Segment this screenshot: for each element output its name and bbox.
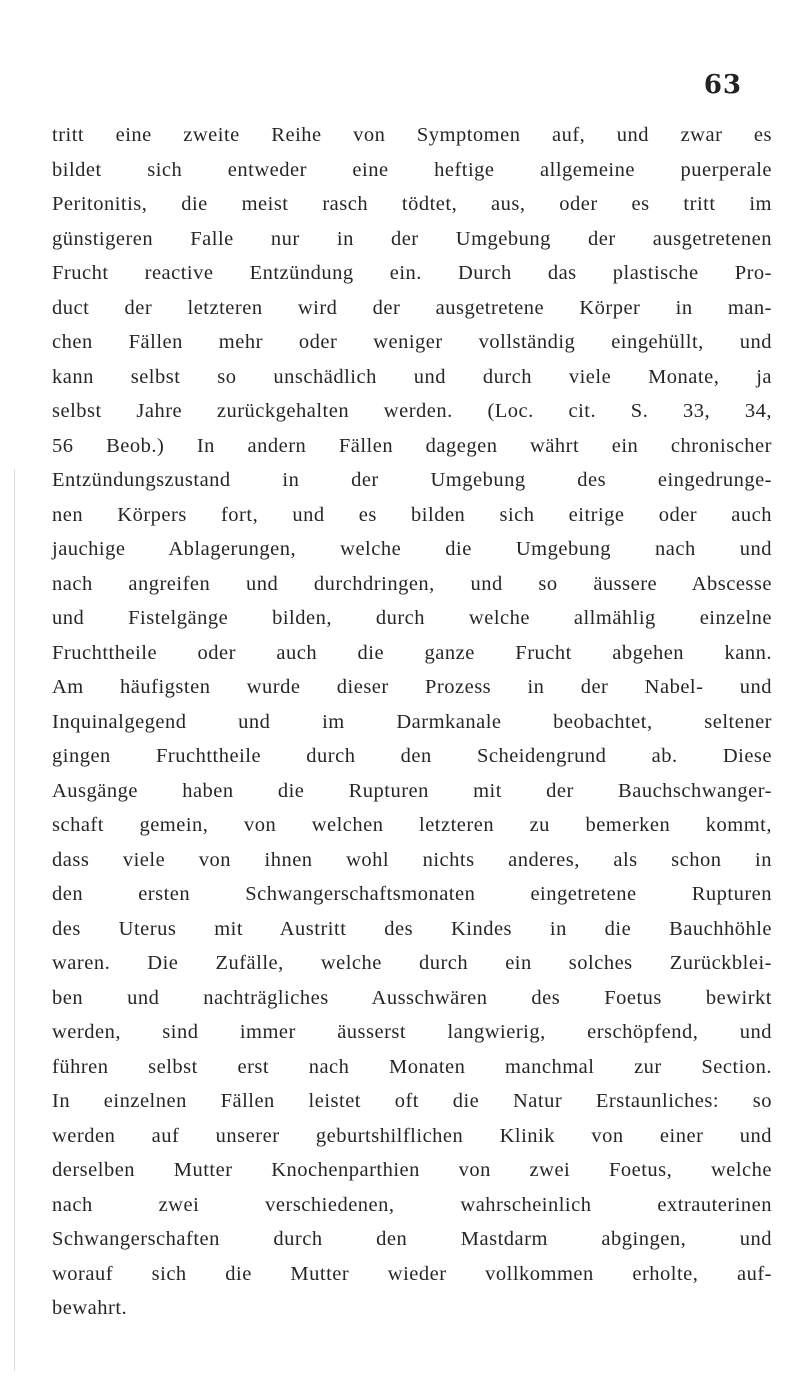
page-edge-shadow [14,470,15,1370]
text-line: ben und nachträgliches Ausschwären des Foetus bewirkt [52,986,772,1009]
text-line: 56 Beob.) In andern Fällen dagegen währt ein chronischer [52,434,772,457]
text-line: führen selbst erst nach Monaten manchmal zur Section. [52,1055,772,1078]
text-line: selbst Jahre zurückgehalten werden. (Loc. cit. S. 33, 34, [52,400,772,422]
text-line: werden auf unserer geburtshilflichen Klinik von einer und [52,1124,772,1147]
text-line: Frucht reactive Entzündung ein. Durch das plastische Pro- [52,262,772,284]
text-line: Entzündungszustand in der Umgebung des eingedrunge- [52,469,772,491]
text-line: Peritonitis, die meist rasch tödtet, aus, oder es tritt im [52,193,772,215]
body-text [52,118,772,1326]
text-line: tritt eine zweite Reihe von Symptomen auf, und zwar es [52,124,772,146]
text-line: In einzelnen Fällen leistet oft die Natur Erstaunliches: so [52,1090,772,1112]
text-line: derselben Mutter Knochenparthien von zwei Foetus, welche [52,1159,772,1181]
text-line: bewahrt. [52,1297,128,1319]
text-line: duct der letzteren wird der ausgetretene Körper in man- [52,296,772,319]
text-line: waren. Die Zufälle, welche durch ein solches Zurückblei- [52,952,772,974]
text-line: Ausgänge haben die Rupturen mit der Bauchschwanger- [52,779,772,802]
page-number: 63 [703,70,742,100]
text-line: bildet sich entweder eine heftige allgemeine puerperale [52,158,772,181]
text-line: schaft gemein, von welchen letzteren zu bemerken kommt, [52,814,772,836]
text-line: jauchige Ablagerungen, welche die Umgebung nach und [52,538,772,560]
text-line: worauf sich die Mutter wieder vollkommen erholte, auf- [52,1262,772,1285]
text-line: Am häufigsten wurde dieser Prozess in der Nabel- und [52,676,772,698]
text-line: chen Fällen mehr oder weniger vollständig eingehüllt, und [52,331,772,353]
text-line: Inquinalgegend und im Darmkanale beobachtet, seltener [52,710,772,733]
text-line: Schwangerschaften durch den Mastdarm abgingen, und [52,1228,772,1250]
text-line: nach angreifen und durchdringen, und so äussere Abscesse [52,572,772,595]
text-line: nach zwei verschiedenen, wahrscheinlich extrauterinen [52,1193,772,1216]
text-line: kann selbst so unschädlich und durch viele Monate, ja [52,365,772,388]
text-line: nen Körpers fort, und es bilden sich eitrige oder auch [52,503,772,526]
text-line: gingen Fruchttheile durch den Scheidengrund ab. Diese [52,745,772,767]
text-line: Fruchttheile oder auch die ganze Frucht abgehen kann. [52,641,772,664]
text-line: dass viele von ihnen wohl nichts anderes, als schon in [52,848,772,871]
text-line: und Fistelgänge bilden, durch welche allmählig einzelne [52,607,772,629]
text-line: werden, sind immer äusserst langwierig, erschöpfend, und [52,1021,772,1043]
text-line: des Uterus mit Austritt des Kindes in die Bauchhöhle [52,917,772,940]
text-line: günstigeren Falle nur in der Umgebung der ausgetretenen [52,227,772,250]
text-line: den ersten Schwangerschaftsmonaten eingetretene Rupturen [52,883,772,905]
